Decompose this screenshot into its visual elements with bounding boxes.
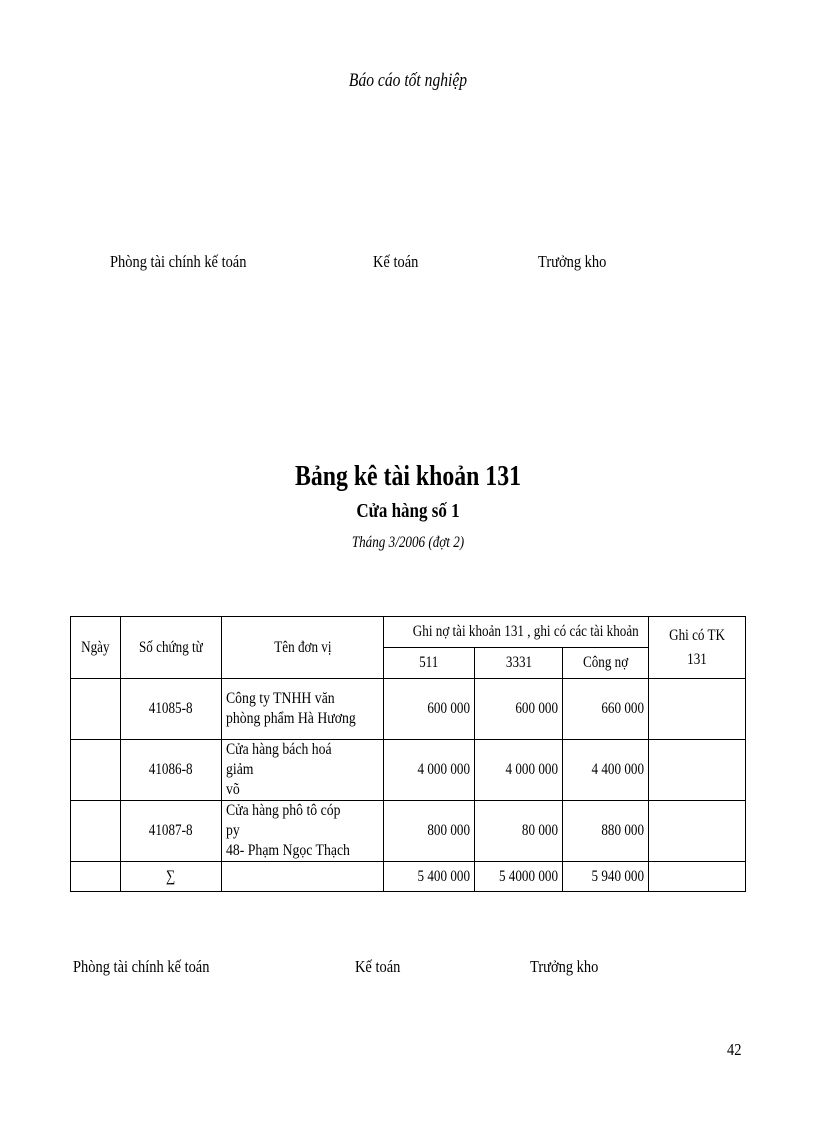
signature-warehouse-head-bottom: Trưởng kho <box>530 957 599 976</box>
cell-doc-no: 41085-8 <box>121 679 222 740</box>
cell-unit: Công ty TNHH văn phòng phẩm Hà Hương <box>222 679 384 740</box>
signature-finance-dept-bottom: Phòng tài chính kế toán <box>73 957 210 976</box>
report-period: Tháng 3/2006 (đợt 2) <box>351 534 465 551</box>
total-empty-date <box>71 862 121 892</box>
cell-credit <box>649 679 746 740</box>
cell-credit <box>649 740 746 801</box>
total-sum-symbol: ∑ <box>121 862 222 892</box>
total-511: 5 400 000 <box>384 862 475 892</box>
signature-accountant-bottom: Kế toán <box>355 957 401 976</box>
signature-warehouse-head: Trưởng kho <box>538 252 607 271</box>
page-number: 42 <box>727 1040 742 1059</box>
cell-511: 600 000 <box>384 679 475 740</box>
account-131-table <box>70 616 746 892</box>
cell-cong-no: 660 000 <box>563 679 649 740</box>
header-3331: 3331 <box>475 648 563 679</box>
cell-unit: Cửa hàng bách hoá giảm võ <box>222 740 384 801</box>
header-cong-no: Công nợ <box>563 648 649 679</box>
header-unit-name: Tên đơn vị <box>222 617 384 679</box>
cell-date <box>71 801 121 862</box>
total-empty-credit <box>649 862 746 892</box>
signature-finance-dept: Phòng tài chính kế toán <box>110 252 247 271</box>
report-title: Bảng kê tài khoản 131 <box>295 460 521 492</box>
cell-doc-no: 41087-8 <box>121 801 222 862</box>
report-subtitle: Cửa hàng số 1 <box>356 500 460 522</box>
table-row <box>71 679 746 740</box>
table-total-row <box>71 862 746 892</box>
cell-cong-no: 4 400 000 <box>563 740 649 801</box>
cell-3331: 600 000 <box>475 679 563 740</box>
cell-3331: 80 000 <box>475 801 563 862</box>
cell-cong-no: 880 000 <box>563 801 649 862</box>
table-row <box>71 801 746 862</box>
cell-511: 4 000 000 <box>384 740 475 801</box>
cell-doc-no: 41086-8 <box>121 740 222 801</box>
total-empty-unit <box>222 862 384 892</box>
header-debit-group: Ghi nợ tài khoản 131 , ghi có các tài khoản <box>384 617 649 648</box>
table-row <box>71 740 746 801</box>
cell-credit <box>649 801 746 862</box>
page-header-title: Báo cáo tốt nghiệp <box>348 70 468 91</box>
header-credit-tk: Ghi có TK 131 <box>649 617 746 679</box>
header-doc-no: Số chứng từ <box>121 617 222 679</box>
table-header-row <box>71 617 746 648</box>
total-3331: 5 4000 000 <box>475 862 563 892</box>
signature-accountant: Kế toán <box>373 252 419 271</box>
header-511: 511 <box>384 648 475 679</box>
header-date: Ngày <box>71 617 121 679</box>
cell-3331: 4 000 000 <box>475 740 563 801</box>
cell-unit: Cửa hàng phô tô cóp py 48- Phạm Ngọc Thạch <box>222 801 384 862</box>
cell-date <box>71 740 121 801</box>
total-cong-no: 5 940 000 <box>563 862 649 892</box>
cell-511: 800 000 <box>384 801 475 862</box>
cell-date <box>71 679 121 740</box>
